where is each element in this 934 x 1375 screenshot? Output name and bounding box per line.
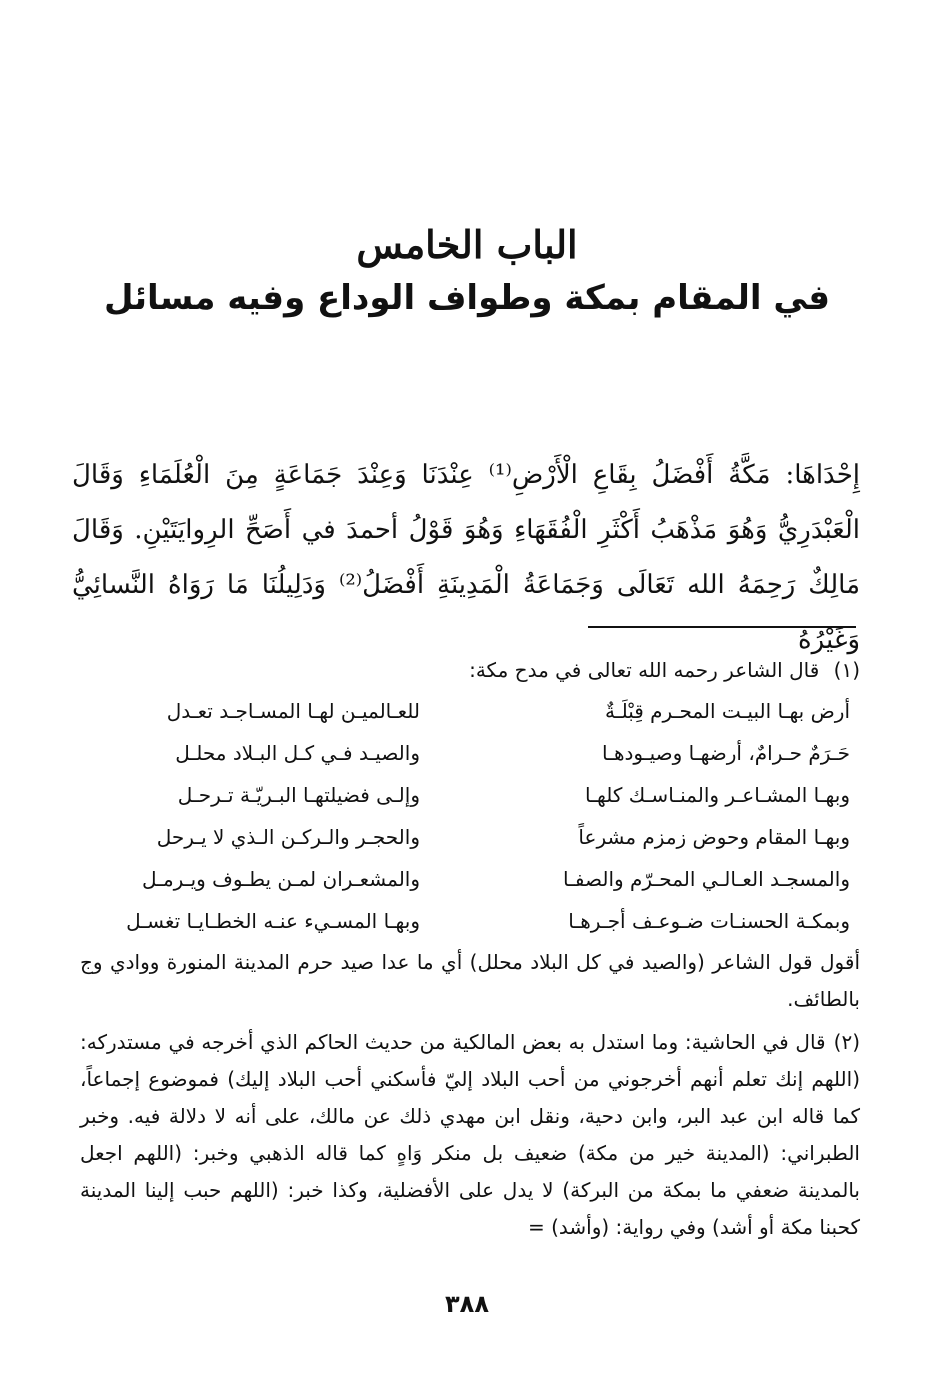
poem-verse [80, 858, 860, 900]
verse-first-half: أرض بهـا البيـت المحـرم قِبْلَـةٌ [605, 699, 850, 723]
chapter-subtitle: في المقام بمكة وطواف الوداع وفيه مسائل [103, 278, 831, 318]
footnotes-section [80, 650, 860, 1246]
verse-second-half: والمشعـران لمـن يطـوف ويـرمـل [141, 867, 420, 891]
poem-verse [80, 816, 860, 858]
verse-second-half: والصيـد فـي كـل البـلاد محلـل [175, 741, 420, 765]
poem-verse [80, 900, 860, 942]
verse-first-half: وبمكـة الحسنـات ضـوعـف أجـرهـا [568, 909, 850, 933]
footnote-2-marker: (٢) [833, 1030, 860, 1054]
verse-first-half: وبهـا المشـاعـر والمنـاسـك كلهـا [585, 783, 850, 807]
verse-first-half: والمسجـد العـالـي المحـرّم والصفـا [562, 867, 850, 891]
verse-second-half: للعـالميـن لهـا المسـاجـد تعـدل [166, 699, 420, 723]
verse-second-half: وبهـا المسـيء عنـه الخطـايـا تغسـل [126, 909, 420, 933]
footnote-1-commentary: أقول قول الشاعر (والصيد في كل البلاد محلل) أي ما عدا صيد حرم المدينة المنورة ووادي وج بالطائف. [80, 950, 860, 1011]
footnote-2-text: قال في الحاشية: وما استدل به بعض المالكية من حديث الحاكم الذي أخرجه في مستدركه: (اللهم إنك تعلم أنهم أخرجوني من أحب البلاد إليّ فأسكني أحب البلاد إليك) فموضوع إجماعاً، كما قاله ابن عبد البر، وابن دحية، ونقل ابن مهدي ذلك عن مالك، على أنه لا دلالة فيه. وخبر الطبراني: (المدينة خير من مكة) ضعيف بل منكر وَاهٍ كما قاله الذهبي وخبر: (اللهم اجعل بالمدينة ضعفي ما بمكة من البركة) لا يدل على الأفضلية، وكذا خبر: (اللهم حبب إلينا المدينة كحبنا مكة أو أشد) وفي رواية: (وأشد) = [80, 1030, 860, 1239]
footnote-2 [80, 1024, 860, 1246]
chapter-title: الباب الخامس [356, 222, 578, 267]
poem-verse [80, 732, 860, 774]
footnote-1-intro: قال الشاعر رحمه الله تعالى في مدح مكة: [469, 658, 820, 682]
footnote-1-marker: (١) [833, 658, 860, 682]
verse-first-half: وبهـا المقام وحوض زمزم مشرعاً [578, 825, 850, 849]
poem-verse [80, 690, 860, 732]
verse-first-half: حَـرَمٌ حـرامٌ، أرضهـا وصيـودهـا [601, 741, 850, 765]
poem-verse [80, 774, 860, 816]
verse-second-half: وإلـى فضيلتهـا البـريّـة تـرحـل [177, 783, 420, 807]
footnote-divider [588, 626, 856, 628]
verse-second-half: والحجـر والـركـن الـذي لا يـرحل [156, 825, 420, 849]
main-paragraph: إِحْدَاهَا: مَكَّةُ أَفْضَلُ بِقَاعِ الْأَرْضِ⁽¹⁾ عِنْدَنَا وَعِنْدَ جَمَاعَةٍ مِنَ الْعُلَمَاءِ وَقَالَ الْعَبْدَرِيُّ وَهُوَ مَذْهَبُ أَكْثَرِ الْفُقَهَاءِ وَهُوَ قَوْلُ أحمدَ في أَصَحِّ الرِوايَتَيْنِ. وَقَالَ مَالِكٌ رَحِمَهُ الله تَعَالَى وَجَمَاعَةُ الْمَدِينَةِ أَفْضَلُ⁽²⁾ وَدَلِيلُنَا مَا رَوَاهُ النَّسائِيُّ وَغَيْرُهُ [72, 460, 861, 655]
poem [80, 690, 860, 942]
footnote-1-intro-line [80, 650, 860, 690]
page-number: ٣٨٨ [445, 1290, 489, 1318]
